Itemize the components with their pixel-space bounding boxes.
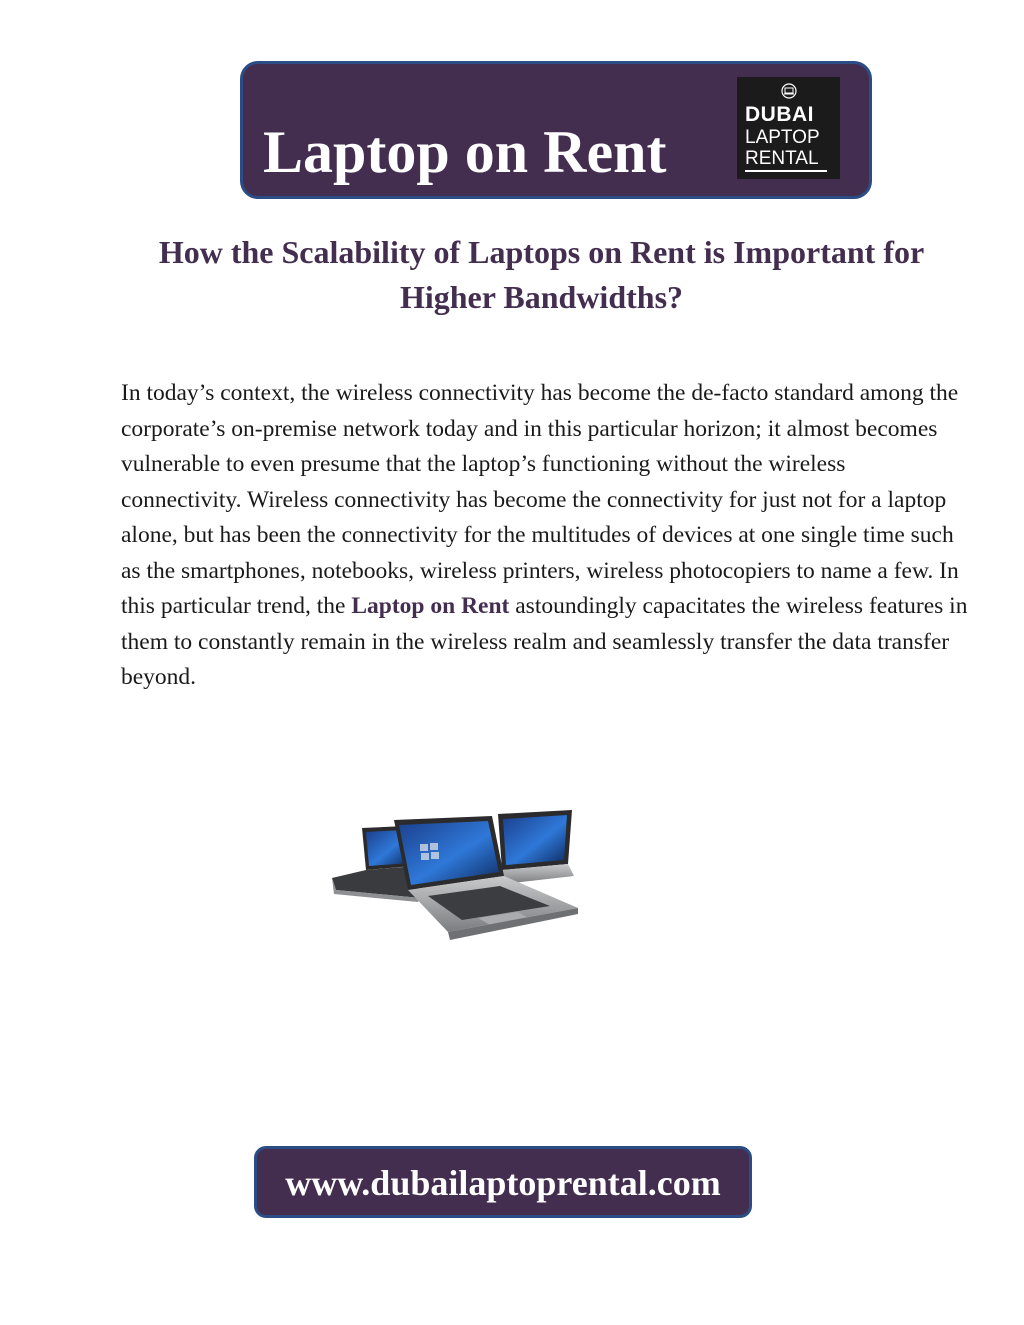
- article-heading: How the Scalability of Laptops on Rent is Important for Higher Bandwidths?: [158, 234, 925, 315]
- laptop-on-rent-link[interactable]: Laptop on Rent: [351, 593, 510, 619]
- header-title: Laptop on Rent: [263, 119, 667, 185]
- article-paragraph: [121, 376, 971, 696]
- logo-underline: [745, 170, 827, 172]
- paragraph-text-start: In today’s context, the wireless connectivity has become the de-facto standard among the corporate’s on-premise network today and in this particular horizon; it almost becomes vulnerable to even presume that the laptop’s functioning without the wireless connectivity. Wireless connectivity has become the connectivity for just not for a laptop alone, but has been the connectivity for the multitudes of devices at one single time such as the smartphones, notebooks, wireless printers, wireless photocopiers to name a few. In this particular trend, the: [121, 380, 959, 619]
- laptop-icon: [737, 83, 840, 104]
- brand-logo: [737, 77, 840, 179]
- logo-text-laptop: LAPTOP: [745, 127, 820, 148]
- header-banner: [240, 61, 872, 199]
- footer-banner: [254, 1146, 752, 1218]
- laptops-image: [328, 806, 580, 944]
- website-url-link[interactable]: www.dubailaptoprental.com: [285, 1163, 721, 1203]
- paragraph-text-end: astoundingly capacitates the wireless features in them to constantly remain in the wireless realm and seamlessly transfer the data transfer beyond.: [121, 593, 968, 690]
- logo-text-rental: RENTAL: [745, 148, 819, 169]
- logo-text-dubai: DUBAI: [745, 103, 814, 126]
